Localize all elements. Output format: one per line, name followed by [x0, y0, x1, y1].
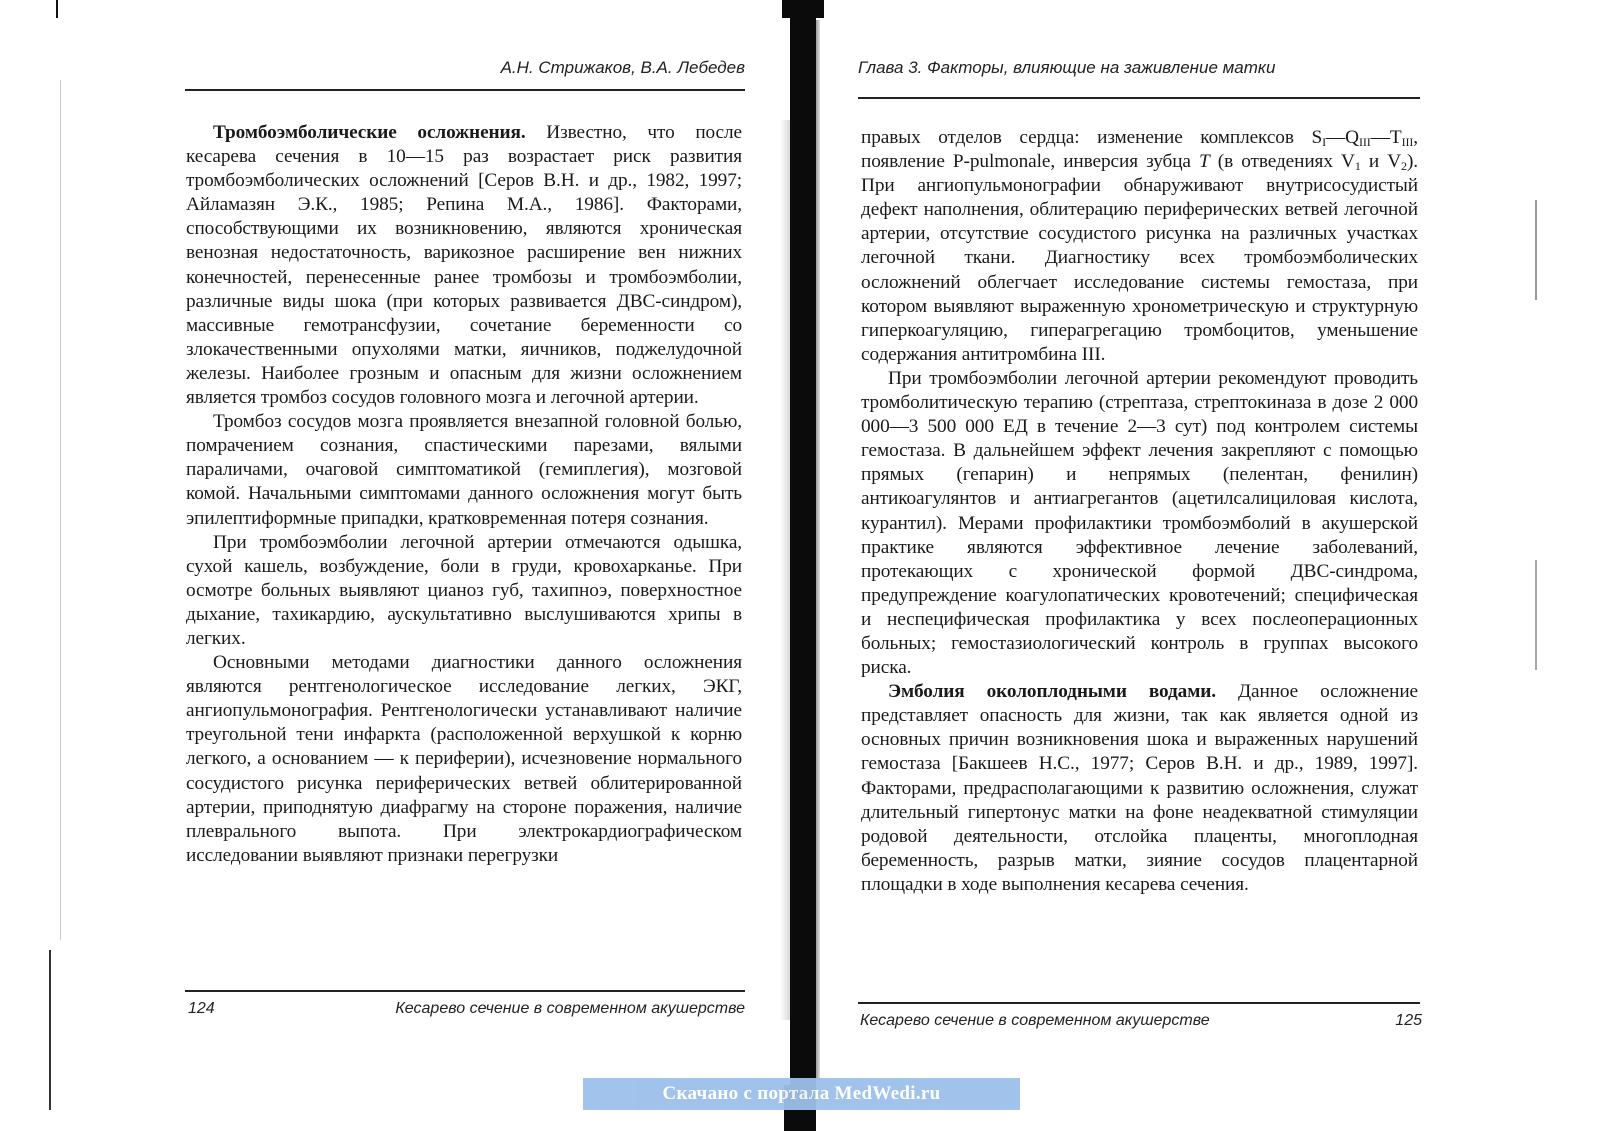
subscript: 2	[1401, 159, 1407, 174]
footer-book-title: Кесарево сечение в современном акушерстве	[395, 1000, 745, 1017]
paragraph-text: , появление P-pulmonale, инверсия зубца	[861, 127, 1418, 173]
paragraph	[186, 531, 742, 651]
paragraph-text: (в отведениях V	[1209, 151, 1355, 173]
paragraph-text: Основными методами диагностики данного осложнения являются рентгенологическое исследование легких, ЭКГ, ангиопульмонография. Рентгенологически устанавливают наличие треугольной тени инфаркта (расположенной верхушкой к корню легкого, а основанием — к периферии), исчезновение нормального сосудистого рисунка периферических ветвей облитерированной артерии, приподнятую диафрагму на стороне поражения, наличие плеврального выпота. При электрокардиографическом исследовании выявляют признаки перегрузки	[186, 652, 742, 866]
paragraph-text: Данное осложнение представляет опасность для жизни, так как является одной из основных причин возникновения шока и выраженных нарушений гемостаза [Бакшеев Н.С., 1977; Серов В.Н. и др., 1989, 1997]. Факторами, предрасполагающими к развитию осложнения, служат длительный гипертонус матки на фоне неадекватной стимуляции родовой деятельности, отслойка плаценты, многоплодная беременность, разрыв матки, зияние сосудов плацентарной площадки в ходе выполнения кесарева сечения.	[861, 681, 1418, 895]
footer-book-title: Кесарево сечение в современном акушерстве	[860, 1012, 1210, 1029]
paragraph	[186, 651, 742, 868]
subscript: III	[1401, 135, 1414, 149]
paragraph-text: При тромбоэмболии легочной артерии рекомендуют проводить тромболитическую терапию (стрептаза, стрептокиназа в дозе 2 000 000—3 500 000 ЕД в течение 2—3 сут) под контролем системы гемостаза. В дальнейшем эффект лечения закрепляют с помощью прямых (гепарин) и непрямых (пелентан, фенилин) антикоагулянтов и антиагрегантов (ацетилсалициловая кислота, курантил). Мерами профилактики тромбоэмболий в акушерской практике являются эффективное лечение заболеваний, протекающих с хронической формой ДВС-синдрома, предупреждение коагулопатических кровотечений; специфическая и неспецифическая профилактика у всех послеоперационных больных; гемостазиологический контроль в группах высокого риска.	[861, 367, 1418, 679]
left-page-body	[186, 121, 742, 868]
paragraph-text: ). При ангиопульмонографии обнаруживают внутрисосудистый дефект наполнения, облитерацию периферических ветвей легочной артерии, отсутствие сосудистого рисунка на различных участках легочной ткани. Диагностику всех тромбоэмболических осложнений облегчает исследование системы гемостаза, при котором выявляют выраженную хронометрическую и структурную гиперкоагуляцию, гиперагрегацию тромбоцитов, уменьшение содержания антитромбина III.	[861, 151, 1418, 365]
paragraph-text: и V	[1360, 151, 1402, 173]
paragraph-text: правых отделов сердца: изменение комплексов S	[861, 127, 1323, 148]
download-watermark: Скачано с портала MedWedi.ru	[583, 1078, 1020, 1110]
subscript: I	[1322, 135, 1326, 149]
page-number: 124	[188, 1000, 215, 1017]
paragraph	[186, 410, 742, 530]
paragraph-text: Тромбоз сосудов мозга проявляется внезапной головной болью, помрачением сознания, спастическими парезами, вялыми параличами, очаговой симптоматикой (гемиплегия), мозговой комой. Начальными симптомами данного осложнения могут быть эпилептиформные припадки, кратковременная потеря сознания.	[186, 411, 742, 529]
subscript: III	[1359, 135, 1371, 149]
right-page-header: Глава 3. Факторы, влияющие на заживление матки	[858, 58, 1276, 77]
paragraph-text: При тромбоэмболии легочной артерии отмечаются одышка, сухой кашель, возбуждение, боли в груди, кровохарканье. При осмотре больных выявляют цианоз губ, тахипноэ, поверхностное дыхание, тахикардию, аускультативно выслушиваются хрипы в легких.	[186, 531, 742, 649]
section-heading: Эмболия околоплодными водами.	[888, 681, 1216, 703]
left-page-header: А.Н. Стрижаков, В.А. Лебедев	[500, 58, 745, 77]
footer-rule	[185, 990, 745, 992]
header-rule	[858, 97, 1420, 99]
paragraph	[861, 126, 1418, 367]
right-page-body	[861, 126, 1418, 897]
footer-rule	[858, 1002, 1420, 1004]
subscript: 1	[1354, 159, 1361, 174]
variable-t: T	[1199, 151, 1210, 173]
paragraph	[186, 121, 742, 410]
right-page	[800, 0, 1600, 1131]
section-heading: Тромбоэмболические осложнения.	[213, 122, 526, 143]
paragraph-text: —T	[1370, 127, 1402, 148]
page-number: 125	[1395, 1012, 1422, 1029]
header-rule	[185, 89, 745, 91]
paragraph-text: Известно, что после кесарева сечения в 10—15 раз возрастает риск развития тромбоэмболических осложнений [Серов В.Н. и др., 1982, 1997; Айламазян Э.К., 1985; Репина М.А., 1986]. Факторами, способствующими их возникновению, являются хроническая венозная недостаточность, варикозное расширение вен нижних конечностей, перенесенные ранее тромбозы и тромбоэмболии, различные виды шока (при которых развивается ДВС-синдром), массивные гемотрансфузии, сочетание беременности со злокачественными опухолями матки, яичников, поджелудочной железы. Наиболее грозным и опасным для жизни осложнением является тромбоз сосудов головного мозга и легочной артерии.	[186, 122, 742, 409]
paragraph-text: —Q	[1325, 127, 1359, 148]
paragraph	[861, 680, 1418, 897]
paragraph	[861, 367, 1418, 680]
